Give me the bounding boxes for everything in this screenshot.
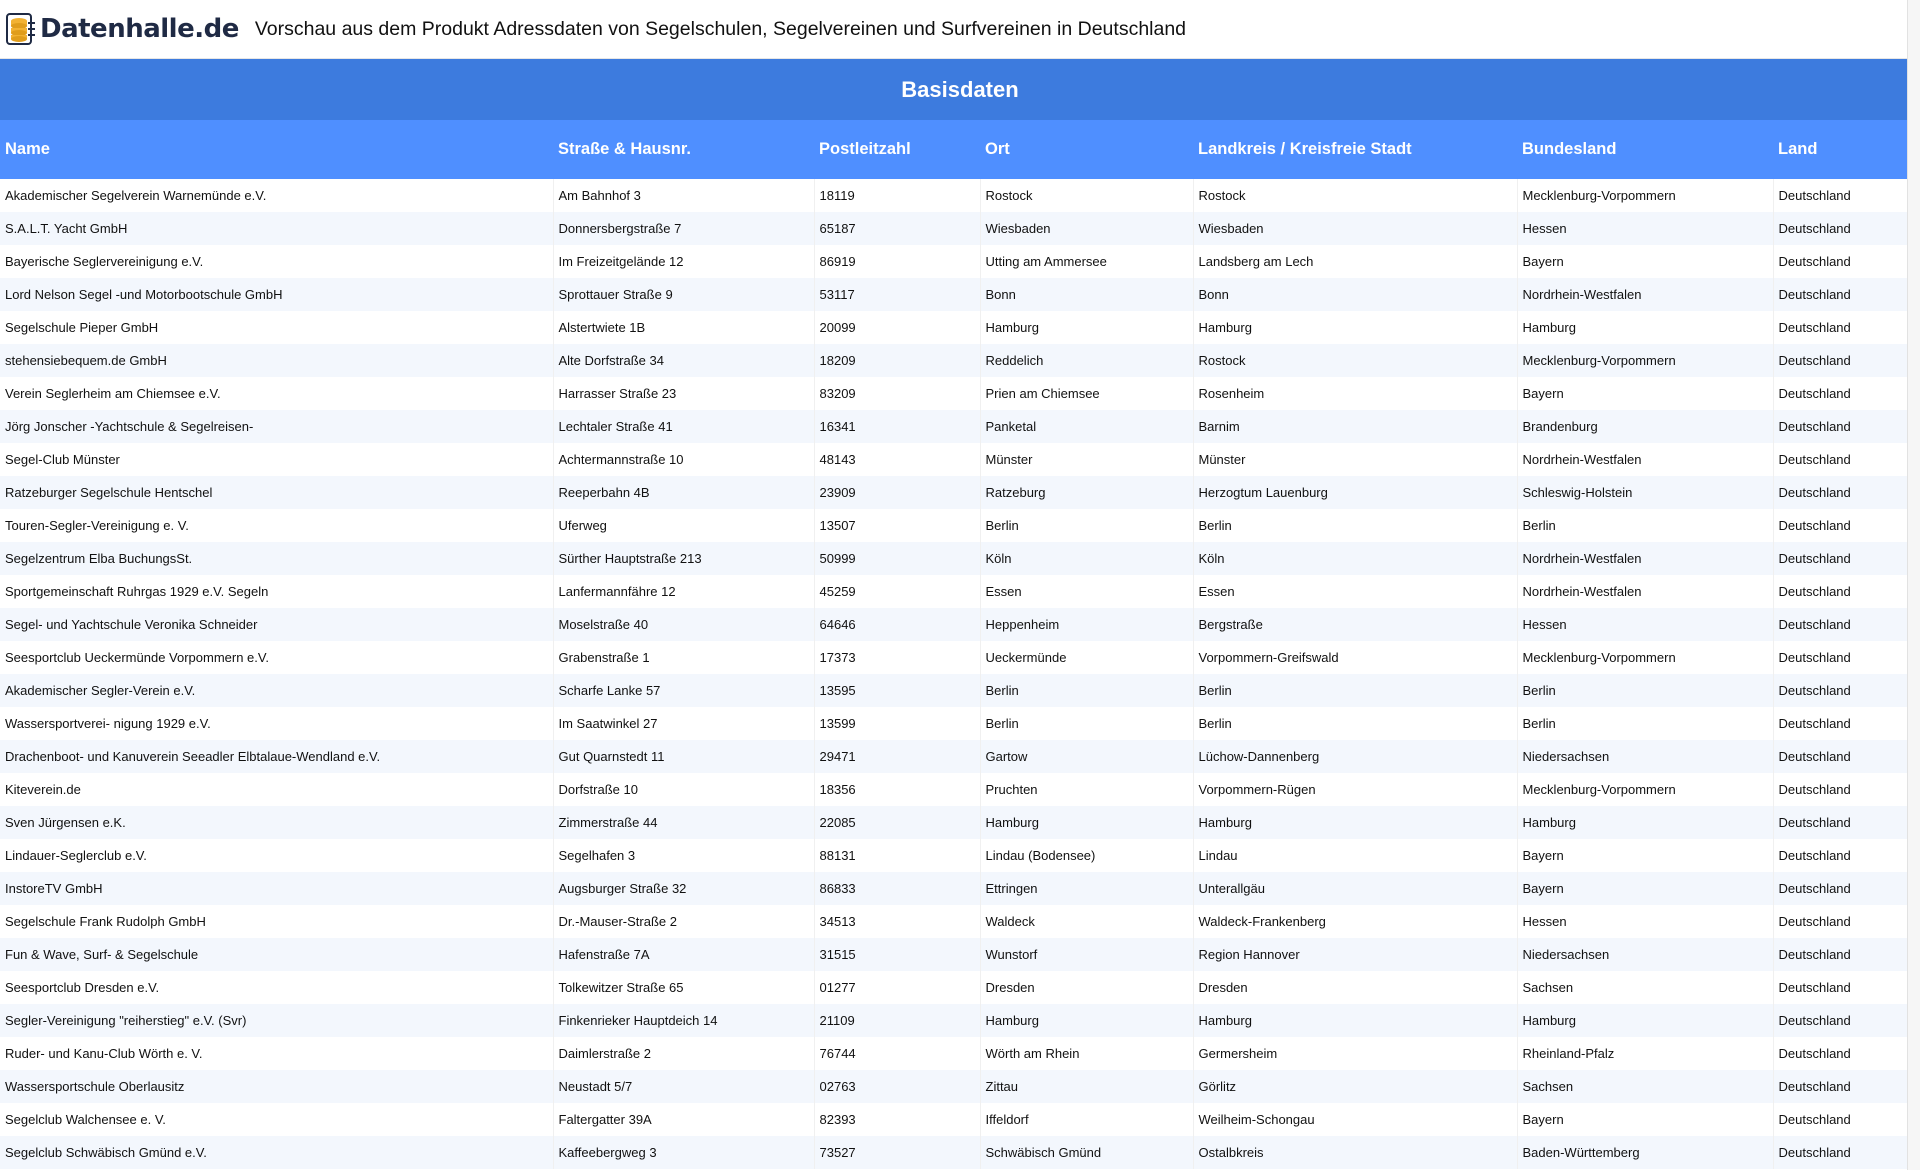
cell-state: Hessen xyxy=(1517,608,1773,641)
cell-name: Segelschule Frank Rudolph GmbH xyxy=(0,905,553,938)
cell-name: Drachenboot- und Kanuverein Seeadler Elbtalaue-Wendland e.V. xyxy=(0,740,553,773)
cell-country: Deutschland xyxy=(1773,509,1920,542)
column-header-country[interactable]: Land xyxy=(1773,120,1920,179)
cell-street: Lechtaler Straße 41 xyxy=(553,410,814,443)
cell-city: Waldeck xyxy=(980,905,1193,938)
cell-country: Deutschland xyxy=(1773,410,1920,443)
cell-district: Region Hannover xyxy=(1193,938,1517,971)
cell-country: Deutschland xyxy=(1773,839,1920,872)
cell-state: Hamburg xyxy=(1517,1004,1773,1037)
cell-state: Bayern xyxy=(1517,1103,1773,1136)
cell-postal-code: 86919 xyxy=(814,245,980,278)
table-row xyxy=(0,278,1920,311)
cell-country: Deutschland xyxy=(1773,641,1920,674)
cell-country: Deutschland xyxy=(1773,707,1920,740)
cell-state: Bayern xyxy=(1517,872,1773,905)
cell-name: Jörg Jonscher -Yachtschule & Segelreisen- xyxy=(0,410,553,443)
cell-district: Rostock xyxy=(1193,344,1517,377)
cell-postal-code: 64646 xyxy=(814,608,980,641)
cell-district: Hamburg xyxy=(1193,311,1517,344)
data-table xyxy=(0,120,1920,1169)
table-row xyxy=(0,938,1920,971)
cell-country: Deutschland xyxy=(1773,377,1920,410)
cell-state: Berlin xyxy=(1517,707,1773,740)
cell-postal-code: 02763 xyxy=(814,1070,980,1103)
cell-name: Segel- und Yachtschule Veronika Schneider xyxy=(0,608,553,641)
cell-name: Fun & Wave, Surf- & Segelschule xyxy=(0,938,553,971)
cell-city: Zittau xyxy=(980,1070,1193,1103)
cell-district: Ostalbkreis xyxy=(1193,1136,1517,1169)
table-row xyxy=(0,971,1920,1004)
cell-country: Deutschland xyxy=(1773,971,1920,1004)
cell-country: Deutschland xyxy=(1773,905,1920,938)
cell-postal-code: 76744 xyxy=(814,1037,980,1070)
cell-city: Wunstorf xyxy=(980,938,1193,971)
table-row xyxy=(0,740,1920,773)
cell-name: Segelclub Schwäbisch Gmünd e.V. xyxy=(0,1136,553,1169)
section-title: Basisdaten xyxy=(901,76,1019,102)
table-row xyxy=(0,509,1920,542)
cell-country: Deutschland xyxy=(1773,608,1920,641)
cell-name: Bayerische Seglervereinigung e.V. xyxy=(0,245,553,278)
cell-name: Ratzeburger Segelschule Hentschel xyxy=(0,476,553,509)
cell-street: Zimmerstraße 44 xyxy=(553,806,814,839)
cell-name: Wassersportschule Oberlausitz xyxy=(0,1070,553,1103)
cell-name: Segelclub Walchensee e. V. xyxy=(0,1103,553,1136)
cell-country: Deutschland xyxy=(1773,179,1920,212)
cell-street: Kaffeebergweg 3 xyxy=(553,1136,814,1169)
cell-district: Unterallgäu xyxy=(1193,872,1517,905)
cell-city: Lindau (Bodensee) xyxy=(980,839,1193,872)
cell-state: Nordrhein-Westfalen xyxy=(1517,542,1773,575)
cell-state: Mecklenburg-Vorpommern xyxy=(1517,344,1773,377)
cell-country: Deutschland xyxy=(1773,806,1920,839)
cell-name: Verein Seglerheim am Chiemsee e.V. xyxy=(0,377,553,410)
cell-street: Dr.-Mauser-Straße 2 xyxy=(553,905,814,938)
table-row xyxy=(0,1136,1920,1169)
cell-city: Utting am Ammersee xyxy=(980,245,1193,278)
cell-state: Hessen xyxy=(1517,212,1773,245)
cell-district: Barnim xyxy=(1193,410,1517,443)
cell-state: Sachsen xyxy=(1517,971,1773,1004)
cell-street: Hafenstraße 7A xyxy=(553,938,814,971)
cell-postal-code: 88131 xyxy=(814,839,980,872)
table-row xyxy=(0,542,1920,575)
logo[interactable] xyxy=(6,0,239,59)
cell-name: Wassersportverei- nigung 1929 e.V. xyxy=(0,707,553,740)
table-row xyxy=(0,575,1920,608)
table-row xyxy=(0,344,1920,377)
cell-street: Achtermannstraße 10 xyxy=(553,443,814,476)
cell-city: Wörth am Rhein xyxy=(980,1037,1193,1070)
cell-city: Pruchten xyxy=(980,773,1193,806)
table-row xyxy=(0,443,1920,476)
cell-district: Berlin xyxy=(1193,707,1517,740)
table-row xyxy=(0,806,1920,839)
cell-country: Deutschland xyxy=(1773,542,1920,575)
cell-name: Lindauer-Seglerclub e.V. xyxy=(0,839,553,872)
column-header-district[interactable]: Landkreis / Kreisfreie Stadt xyxy=(1193,120,1517,179)
cell-district: Lindau xyxy=(1193,839,1517,872)
cell-city: Gartow xyxy=(980,740,1193,773)
table-row xyxy=(0,1070,1920,1103)
cell-state: Hamburg xyxy=(1517,311,1773,344)
cell-postal-code: 31515 xyxy=(814,938,980,971)
cell-postal-code: 50999 xyxy=(814,542,980,575)
cell-city: Berlin xyxy=(980,707,1193,740)
cell-district: Berlin xyxy=(1193,509,1517,542)
cell-district: Hamburg xyxy=(1193,806,1517,839)
cell-name: Sportgemeinschaft Ruhrgas 1929 e.V. Segeln xyxy=(0,575,553,608)
table-row xyxy=(0,1004,1920,1037)
cell-district: Görlitz xyxy=(1193,1070,1517,1103)
cell-postal-code: 73527 xyxy=(814,1136,980,1169)
cell-street: Sürther Hauptstraße 213 xyxy=(553,542,814,575)
cell-country: Deutschland xyxy=(1773,476,1920,509)
table-row xyxy=(0,839,1920,872)
cell-postal-code: 13599 xyxy=(814,707,980,740)
cell-name: Seesportclub Dresden e.V. xyxy=(0,971,553,1004)
cell-district: Germersheim xyxy=(1193,1037,1517,1070)
cell-street: Alstertwiete 1B xyxy=(553,311,814,344)
cell-street: Im Freizeitgelände 12 xyxy=(553,245,814,278)
cell-city: Ettringen xyxy=(980,872,1193,905)
cell-postal-code: 65187 xyxy=(814,212,980,245)
cell-street: Grabenstraße 1 xyxy=(553,641,814,674)
page-title: Vorschau aus dem Produkt Adressdaten von Segelschulen, Segelvereinen und Surfvereinen in Deutschland xyxy=(254,17,1187,40)
table-row xyxy=(0,476,1920,509)
cell-district: Rosenheim xyxy=(1193,377,1517,410)
cell-street: Neustadt 5/7 xyxy=(553,1070,814,1103)
cell-country: Deutschland xyxy=(1773,1004,1920,1037)
cell-state: Hessen xyxy=(1517,905,1773,938)
cell-city: Reddelich xyxy=(980,344,1193,377)
cell-city: Hamburg xyxy=(980,311,1193,344)
cell-city: Essen xyxy=(980,575,1193,608)
cell-country: Deutschland xyxy=(1773,344,1920,377)
table-row xyxy=(0,773,1920,806)
cell-name: Ruder- und Kanu-Club Wörth e. V. xyxy=(0,1037,553,1070)
cell-district: Vorpommern-Rügen xyxy=(1193,773,1517,806)
cell-postal-code: 17373 xyxy=(814,641,980,674)
cell-name: S.A.L.T. Yacht GmbH xyxy=(0,212,553,245)
cell-street: Sprottauer Straße 9 xyxy=(553,278,814,311)
table-row xyxy=(0,1103,1920,1136)
cell-postal-code: 22085 xyxy=(814,806,980,839)
cell-street: Finkenrieker Hauptdeich 14 xyxy=(553,1004,814,1037)
table-row xyxy=(0,674,1920,707)
cell-district: Landsberg am Lech xyxy=(1193,245,1517,278)
cell-street: Donnersbergstraße 7 xyxy=(553,212,814,245)
cell-district: Münster xyxy=(1193,443,1517,476)
table-row xyxy=(0,1037,1920,1070)
cell-city: Panketal xyxy=(980,410,1193,443)
cell-name: Segelzentrum Elba BuchungsSt. xyxy=(0,542,553,575)
table-row xyxy=(0,179,1920,212)
cell-postal-code: 45259 xyxy=(814,575,980,608)
cell-postal-code: 21109 xyxy=(814,1004,980,1037)
cell-city: Berlin xyxy=(980,674,1193,707)
cell-city: Hamburg xyxy=(980,1004,1193,1037)
cell-district: Berlin xyxy=(1193,674,1517,707)
cell-postal-code: 83209 xyxy=(814,377,980,410)
database-logo-icon xyxy=(6,12,36,46)
cell-name: Touren-Segler-Vereinigung e. V. xyxy=(0,509,553,542)
cell-street: Lanfermannfähre 12 xyxy=(553,575,814,608)
cell-city: Köln xyxy=(980,542,1193,575)
cell-district: Köln xyxy=(1193,542,1517,575)
cell-state: Bayern xyxy=(1517,245,1773,278)
cell-district: Bergstraße xyxy=(1193,608,1517,641)
cell-country: Deutschland xyxy=(1773,872,1920,905)
cell-state: Bayern xyxy=(1517,377,1773,410)
cell-street: Gut Quarnstedt 11 xyxy=(553,740,814,773)
cell-country: Deutschland xyxy=(1773,278,1920,311)
table-header xyxy=(0,120,1920,179)
cell-state: Bayern xyxy=(1517,839,1773,872)
cell-district: Lüchow-Dannenberg xyxy=(1193,740,1517,773)
cell-state: Nordrhein-Westfalen xyxy=(1517,443,1773,476)
cell-street: Scharfe Lanke 57 xyxy=(553,674,814,707)
cell-state: Brandenburg xyxy=(1517,410,1773,443)
cell-name: InstoreTV GmbH xyxy=(0,872,553,905)
cell-district: Dresden xyxy=(1193,971,1517,1004)
cell-district: Wiesbaden xyxy=(1193,212,1517,245)
cell-postal-code: 23909 xyxy=(814,476,980,509)
table-row xyxy=(0,245,1920,278)
cell-postal-code: 20099 xyxy=(814,311,980,344)
table-row xyxy=(0,872,1920,905)
column-header-street[interactable]: Straße & Hausnr. xyxy=(553,120,814,179)
header-row xyxy=(0,120,1920,179)
cell-city: Ratzeburg xyxy=(980,476,1193,509)
cell-street: Segelhafen 3 xyxy=(553,839,814,872)
cell-street: Daimlerstraße 2 xyxy=(553,1037,814,1070)
cell-street: Faltergatter 39A xyxy=(553,1103,814,1136)
cell-postal-code: 18209 xyxy=(814,344,980,377)
cell-postal-code: 13595 xyxy=(814,674,980,707)
cell-name: Segler-Vereinigung "reiherstieg" e.V. (Svr) xyxy=(0,1004,553,1037)
cell-country: Deutschland xyxy=(1773,245,1920,278)
cell-postal-code: 48143 xyxy=(814,443,980,476)
cell-city: Ueckermünde xyxy=(980,641,1193,674)
cell-country: Deutschland xyxy=(1773,1070,1920,1103)
cell-name: stehensiebequem.de GmbH xyxy=(0,344,553,377)
cell-street: Augsburger Straße 32 xyxy=(553,872,814,905)
table-row xyxy=(0,311,1920,344)
cell-postal-code: 01277 xyxy=(814,971,980,1004)
cell-state: Mecklenburg-Vorpommern xyxy=(1517,773,1773,806)
cell-district: Waldeck-Frankenberg xyxy=(1193,905,1517,938)
cell-state: Mecklenburg-Vorpommern xyxy=(1517,179,1773,212)
cell-name: Segel-Club Münster xyxy=(0,443,553,476)
cell-street: Im Saatwinkel 27 xyxy=(553,707,814,740)
cell-country: Deutschland xyxy=(1773,1037,1920,1070)
cell-name: Akademischer Segler-Verein e.V. xyxy=(0,674,553,707)
cell-city: Iffeldorf xyxy=(980,1103,1193,1136)
cell-country: Deutschland xyxy=(1773,443,1920,476)
cell-district: Vorpommern-Greifswald xyxy=(1193,641,1517,674)
column-header-state[interactable]: Bundesland xyxy=(1517,120,1773,179)
cell-state: Baden-Württemberg xyxy=(1517,1136,1773,1169)
cell-name: Segelschule Pieper GmbH xyxy=(0,311,553,344)
cell-city: Bonn xyxy=(980,278,1193,311)
cell-state: Berlin xyxy=(1517,509,1773,542)
vertical-scrollbar[interactable] xyxy=(1907,0,1920,1170)
cell-country: Deutschland xyxy=(1773,773,1920,806)
cell-state: Berlin xyxy=(1517,674,1773,707)
column-header-postal-code[interactable]: Postleitzahl xyxy=(814,120,980,179)
logo-text: Datenhalle.de xyxy=(40,14,239,44)
cell-postal-code: 34513 xyxy=(814,905,980,938)
column-header-city[interactable]: Ort xyxy=(980,120,1193,179)
cell-district: Rostock xyxy=(1193,179,1517,212)
table-body xyxy=(0,179,1920,1169)
cell-city: Hamburg xyxy=(980,806,1193,839)
cell-street: Am Bahnhof 3 xyxy=(553,179,814,212)
cell-postal-code: 86833 xyxy=(814,872,980,905)
cell-state: Niedersachsen xyxy=(1517,740,1773,773)
cell-city: Wiesbaden xyxy=(980,212,1193,245)
cell-postal-code: 29471 xyxy=(814,740,980,773)
cell-name: Seesportclub Ueckermünde Vorpommern e.V. xyxy=(0,641,553,674)
table-row xyxy=(0,608,1920,641)
section-title-bar xyxy=(0,59,1920,120)
cell-street: Alte Dorfstraße 34 xyxy=(553,344,814,377)
cell-state: Niedersachsen xyxy=(1517,938,1773,971)
cell-city: Rostock xyxy=(980,179,1193,212)
cell-name: Akademischer Segelverein Warnemünde e.V. xyxy=(0,179,553,212)
cell-street: Moselstraße 40 xyxy=(553,608,814,641)
cell-city: Heppenheim xyxy=(980,608,1193,641)
cell-country: Deutschland xyxy=(1773,1136,1920,1169)
cell-country: Deutschland xyxy=(1773,674,1920,707)
cell-postal-code: 53117 xyxy=(814,278,980,311)
cell-city: Schwäbisch Gmünd xyxy=(980,1136,1193,1169)
cell-district: Bonn xyxy=(1193,278,1517,311)
cell-country: Deutschland xyxy=(1773,938,1920,971)
cell-postal-code: 13507 xyxy=(814,509,980,542)
cell-state: Rheinland-Pfalz xyxy=(1517,1037,1773,1070)
cell-country: Deutschland xyxy=(1773,1103,1920,1136)
cell-country: Deutschland xyxy=(1773,212,1920,245)
cell-state: Sachsen xyxy=(1517,1070,1773,1103)
table-row xyxy=(0,410,1920,443)
cell-state: Schleswig-Holstein xyxy=(1517,476,1773,509)
cell-city: Dresden xyxy=(980,971,1193,1004)
cell-district: Essen xyxy=(1193,575,1517,608)
cell-state: Nordrhein-Westfalen xyxy=(1517,278,1773,311)
cell-city: Berlin xyxy=(980,509,1193,542)
table-row xyxy=(0,641,1920,674)
cell-name: Lord Nelson Segel -und Motorbootschule GmbH xyxy=(0,278,553,311)
cell-country: Deutschland xyxy=(1773,740,1920,773)
cell-street: Reeperbahn 4B xyxy=(553,476,814,509)
table-row xyxy=(0,212,1920,245)
cell-street: Uferweg xyxy=(553,509,814,542)
cell-city: Münster xyxy=(980,443,1193,476)
table-row xyxy=(0,707,1920,740)
cell-state: Nordrhein-Westfalen xyxy=(1517,575,1773,608)
cell-name: Sven Jürgensen e.K. xyxy=(0,806,553,839)
cell-state: Hamburg xyxy=(1517,806,1773,839)
cell-street: Harrasser Straße 23 xyxy=(553,377,814,410)
cell-district: Weilheim-Schongau xyxy=(1193,1103,1517,1136)
top-bar xyxy=(0,0,1920,59)
cell-country: Deutschland xyxy=(1773,311,1920,344)
cell-postal-code: 18356 xyxy=(814,773,980,806)
cell-name: Kiteverein.de xyxy=(0,773,553,806)
cell-district: Herzogtum Lauenburg xyxy=(1193,476,1517,509)
cell-postal-code: 16341 xyxy=(814,410,980,443)
cell-postal-code: 82393 xyxy=(814,1103,980,1136)
cell-district: Hamburg xyxy=(1193,1004,1517,1037)
cell-state: Mecklenburg-Vorpommern xyxy=(1517,641,1773,674)
cell-country: Deutschland xyxy=(1773,575,1920,608)
cell-postal-code: 18119 xyxy=(814,179,980,212)
cell-street: Tolkewitzer Straße 65 xyxy=(553,971,814,1004)
cell-street: Dorfstraße 10 xyxy=(553,773,814,806)
table-row xyxy=(0,905,1920,938)
cell-city: Prien am Chiemsee xyxy=(980,377,1193,410)
table-row xyxy=(0,377,1920,410)
column-header-name[interactable]: Name xyxy=(0,120,553,179)
